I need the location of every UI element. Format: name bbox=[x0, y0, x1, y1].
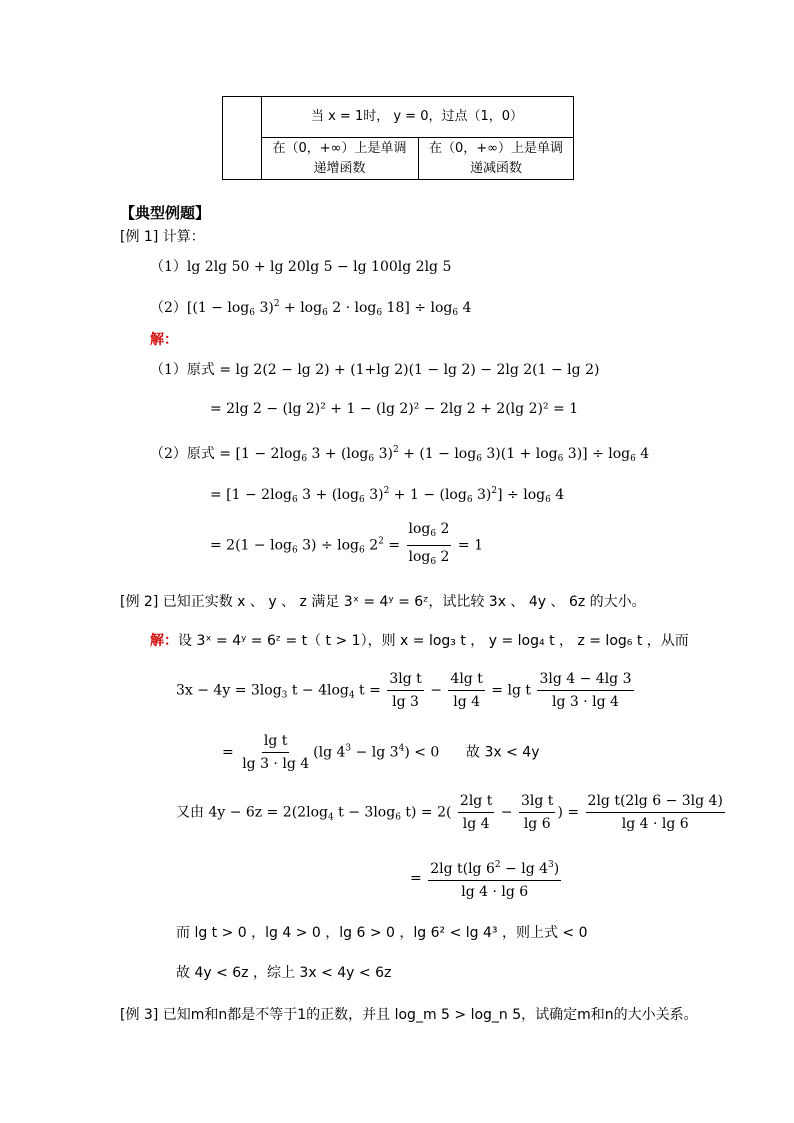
ex1-s1-line1: （1）原式 = lg 2(2 − lg 2) + (1+lg 2)(1 − lg 2) − 2lg 2(1 − lg 2) bbox=[150, 362, 600, 378]
section-title: 【典型例题】 bbox=[120, 204, 211, 222]
ex2-s-line6: 故 4y < 6z ，综上 3x < 4y < 6z bbox=[176, 965, 392, 981]
ex2-s-line5: 而 lg t > 0 ，lg 4 > 0 ，lg 6 > 0 ，lg 6² < lg 4³ ，则上式 < 0 bbox=[176, 925, 588, 941]
table-cell-left: 在（0，+∞）上是单调 递增函数 bbox=[272, 141, 407, 176]
ex2-s-line1: 解：设 3ˣ = 4ʸ = 6ᶻ = t（ t > 1），则 x = log₃ t ， y = log₄ t ， z = log₆ t ，从而 bbox=[150, 633, 689, 649]
ex2-s-line4b: = $\frac{2\lg t(\lg 6^2 - \lg 4^3)}{\lg 4 \cdot \lg 6}$ bbox=[410, 856, 563, 901]
ex1-s2-line3: = $2(1 - \log_6 3) \div \log_6 2^2$ = $\frac{\log_6 2}{\log_6 2}$ = 1 bbox=[210, 521, 484, 567]
ex2-s-line3: = $\frac{\text{lg t}}{\lg 3 \cdot \lg 4}$ (lg $4^3 - \lg 3^4) < 0$ 故 3x < 4y bbox=[222, 733, 540, 772]
table-cell-right: 在（0，+∞）上是单调 递减函数 bbox=[429, 141, 563, 176]
table-row-divider bbox=[261, 137, 573, 138]
ex2-s-line4: 又由 $4y - 6z = 2(2\log_4$ $t - 3\log_6$ t) = 2( $\frac{\text{2lg t}}{\lg 4}$ − $\frac{\text{3lg t}}{\lg 6}$ ) = $\frac{\text{2lg t(2lg 6 − 3lg 4)}}{\lg 4 \cdot \lg 6}$ bbox=[176, 793, 723, 832]
property-table bbox=[222, 96, 574, 180]
ex2-label: [例 2] 已知正实数 x 、 y 、 z 满足 3ˣ = 4ʸ = 6ᶻ，试比较 3x 、 4y 、 6z 的大小。 bbox=[120, 594, 646, 610]
ex1-q2: $(2)[(1 - \log_6 3)^2 + \log_6 2 \cdot \log_6 18] \div \log_6 4$ bbox=[150, 299, 472, 318]
ex1-q1: （1）lg 2lg 50 + lg 20lg 5 − lg 100lg 2lg 5 bbox=[150, 259, 452, 275]
ex1-s1-line2: = 2lg 2 − (lg 2)² + 1 − (lg 2)² − 2lg 2 + 2(lg 2)² = 1 bbox=[210, 401, 579, 417]
table-row1: 当 x = 1时， y = 0，过点（1，0） bbox=[310, 109, 524, 124]
ex2-s-line2: $3x - 4y = 3\log_3$ $t - 4\log_4$ t = $\frac{\text{3lg t}}{\lg 3}$ − $\frac{\text{4lg t}}{\lg 4}$ = lg t $\frac{3\lg 4 - 4\lg 3}{\lg 3 \cdot \lg 4}$ bbox=[176, 671, 632, 710]
ex1-label: [例 1] 计算： bbox=[120, 229, 205, 245]
ex3-label: [例 3] 已知m和n都是不等于1的正数，并且 log_m 5 > log_n 5，试确定m和n的大小关系。 bbox=[120, 1007, 698, 1023]
ex1-solution-label: 解： bbox=[150, 332, 178, 348]
ex1-s2-line1: （2）原式 = [$1 - 2\log_6$ $3 + (\log_6$ $3)^2 + (1 - \log_6 3)(1 + \log_6 3)] \div \log_6 4$ bbox=[150, 445, 650, 464]
ex1-s2-line2: = [$1 - 2\log_6$ $3 + (\log_6$ $3)^2 + 1 - (\log_6$ $3)^2] \div \log_6 4$ bbox=[210, 486, 565, 505]
